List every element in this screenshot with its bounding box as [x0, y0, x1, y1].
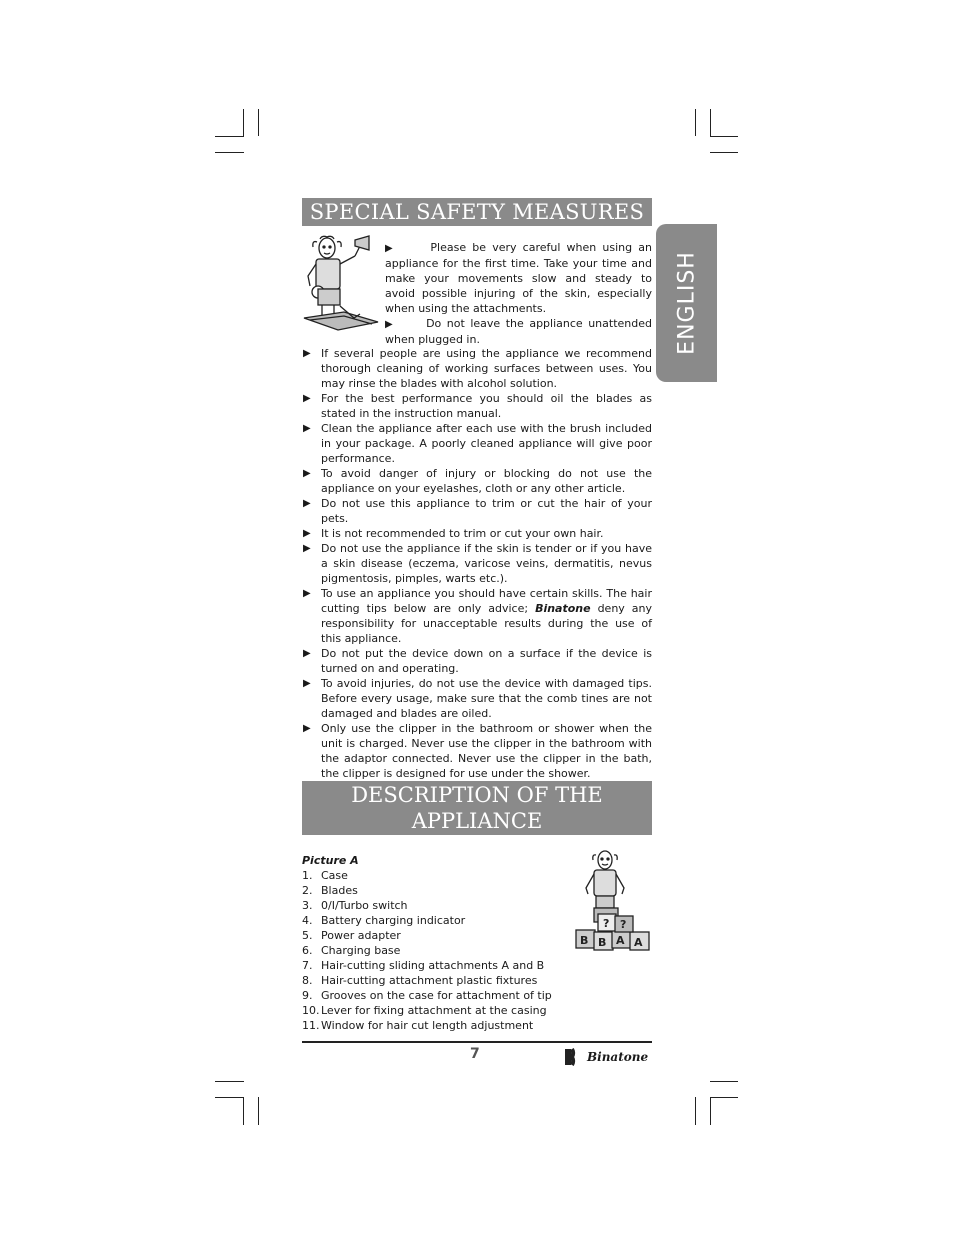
part-label: Window for hair cut length adjustment: [321, 1019, 534, 1032]
bullet-arrow-icon: ▶: [385, 319, 427, 330]
block-letter: B: [598, 936, 607, 949]
list-item: ▶ Only use the clipper in the bathroom or shower when the unit is charged. Never use the clipper in the bathroom with the adaptor connected. Never use the clipper in the bath, the clipper is designed for use under the shower.: [303, 722, 652, 780]
list-number: 8.: [302, 974, 313, 987]
bullet-arrow-icon: ▶: [303, 723, 311, 734]
list-item: ▶ If several people are using the appliance we recommend thorough cleaning of working surfaces between uses. You may rinse the blades with alcohol solution.: [303, 347, 652, 390]
list-number: 10.: [302, 1004, 320, 1017]
crop-mark: [710, 152, 738, 153]
language-tab: [656, 224, 717, 382]
bullet-arrow-icon: ▶: [303, 423, 311, 434]
list-item: [302, 1018, 582, 1033]
intro-item: ▶ Please be very careful when using an appliance for the first time. Take your time and make your movements slow and steady to avoid possible injuring of the skin, especially when using the attachments.: [385, 241, 653, 315]
safety-list: [302, 346, 652, 781]
bullet-arrow-icon: ▶: [385, 243, 431, 254]
list-item: ▶ To use an appliance you should have certain skills. The hair cutting tips below are only advice; Binatone deny any responsibility for unacceptable results during the use of this appliance.: [303, 587, 653, 645]
part-label: Hair-cutting sliding attachments A and B: [321, 959, 545, 972]
list-item: ▶ To avoid injuries, do not use the device with damaged tips. Before every usage, make sure that the comb tines are not damaged and blades are oiled.: [303, 677, 652, 720]
list-number: 6.: [302, 944, 313, 957]
binatone-logo-icon: [562, 1046, 584, 1068]
part-label: 0/I/Turbo switch: [321, 899, 408, 912]
list-item: ▶ Do not use the appliance if the skin is tender or if you have a skin disease (eczema, varicose veins, dermatitis, nevus pigmentosis, pimples, warts etc.).: [303, 542, 652, 585]
block-letter: B: [580, 934, 589, 947]
crop-mark: [710, 109, 711, 136]
parts-ordered-list: [302, 868, 582, 1033]
brand-logo: [562, 1046, 654, 1070]
crop-mark: [695, 1097, 696, 1125]
list-number: 3.: [302, 899, 313, 912]
list-item: ▶ It is not recommended to trim or cut your own hair.: [303, 527, 604, 540]
footer-divider: [302, 1041, 652, 1043]
part-label: Case: [321, 869, 348, 882]
list-item: [302, 1003, 582, 1018]
list-item: [302, 928, 582, 943]
man-with-hairdryer-illustration: [300, 232, 384, 340]
crop-mark: [695, 109, 696, 136]
bullet-arrow-icon: ▶: [303, 348, 311, 359]
list-item: [302, 883, 582, 898]
bullet-arrow-icon: ▶: [303, 468, 311, 479]
list-number: 7.: [302, 959, 313, 972]
crop-mark: [215, 136, 244, 137]
block-letter: ?: [603, 917, 610, 930]
bullet-arrow-icon: ▶: [303, 678, 311, 689]
safety-section-title: SPECIAL SAFETY MEASURES: [302, 198, 652, 226]
list-number: 9.: [302, 989, 313, 1002]
block-letter: ?: [620, 918, 627, 931]
crop-mark: [215, 152, 244, 153]
bullet-arrow-icon: ▶: [303, 393, 311, 404]
crop-mark: [710, 136, 738, 137]
bullet-arrow-icon: ▶: [303, 543, 311, 554]
list-item: ▶ For the best performance you should oil the blades as stated in the instruction manual.: [303, 392, 652, 420]
man-on-blocks-illustration: [574, 848, 654, 956]
list-number: 11.: [302, 1019, 320, 1032]
part-label: Charging base: [321, 944, 401, 957]
list-item: [302, 898, 582, 913]
part-label: Power adapter: [321, 929, 401, 942]
part-label: Hair-cutting attachment plastic fixtures: [321, 974, 538, 987]
block-letter: A: [634, 936, 643, 949]
brand-logo-text: Binatone: [587, 1050, 649, 1064]
bullet-arrow-icon: ▶: [303, 588, 311, 599]
brand-name: Binatone: [535, 602, 591, 615]
bullet-arrow-icon: ▶: [303, 498, 311, 509]
part-label: Lever for fixing attachment at the casing: [321, 1004, 547, 1017]
block-letter: A: [616, 934, 625, 947]
description-section-title: DESCRIPTION OF THE APPLIANCE: [302, 781, 652, 835]
list-item: [302, 988, 582, 1003]
crop-mark: [258, 109, 259, 136]
bullet-arrow-icon: ▶: [303, 648, 311, 659]
list-item: [302, 868, 582, 883]
crop-mark: [243, 109, 244, 136]
list-item: [302, 958, 582, 973]
list-number: 1.: [302, 869, 313, 882]
part-label: Grooves on the case for attachment of tip: [321, 989, 552, 1002]
list-item: ▶ To avoid danger of injury or blocking do not use the appliance on your eyelashes, cloth or any other article.: [303, 467, 652, 495]
safety-intro: [385, 240, 652, 347]
crop-mark: [710, 1097, 711, 1125]
crop-mark: [710, 1081, 738, 1082]
part-label: Blades: [321, 884, 358, 897]
crop-mark: [215, 1081, 244, 1082]
list-number: 2.: [302, 884, 313, 897]
list-item: [302, 913, 582, 928]
list-item: ▶ Do not use this appliance to trim or cut the hair of your pets.: [303, 497, 652, 525]
crop-mark: [710, 1097, 738, 1098]
list-item: ▶ Do not put the device down on a surface if the device is turned on and operating.: [303, 647, 652, 675]
list-item: [302, 973, 582, 988]
list-item: ▶ Clean the appliance after each use with the brush included in your package. A poorly cleaned appliance will give poor performance.: [303, 422, 652, 465]
page-number: 7: [470, 1046, 480, 1062]
parts-list: [302, 853, 582, 1033]
language-tab-label: ENGLISH: [674, 251, 699, 355]
list-item: [302, 943, 582, 958]
crop-mark: [215, 1097, 244, 1098]
list-number: 4.: [302, 914, 313, 927]
bullet-arrow-icon: ▶: [303, 528, 311, 539]
list-number: 5.: [302, 929, 313, 942]
crop-mark: [243, 1097, 244, 1125]
crop-mark: [258, 1097, 259, 1125]
part-label: Battery charging indicator: [321, 914, 466, 927]
intro-item: ▶ Do not leave the appliance unattended when plugged in.: [385, 317, 652, 346]
picture-caption: Picture A: [302, 854, 359, 867]
